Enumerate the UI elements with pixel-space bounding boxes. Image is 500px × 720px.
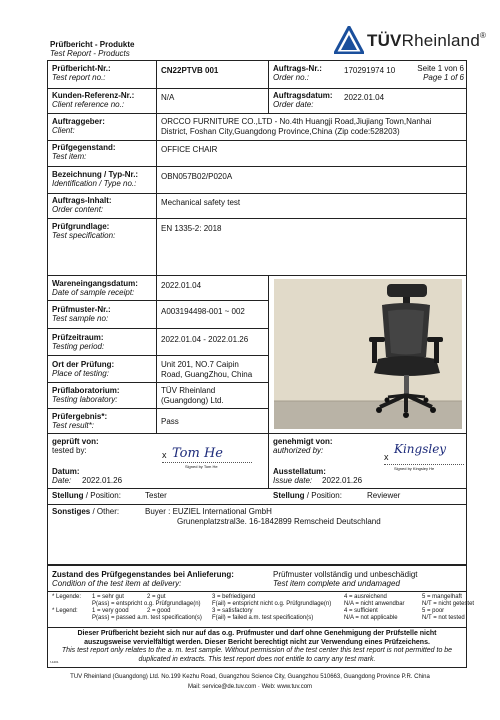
report-no-label: Prüfbericht-Nr.: Test report no.: (52, 64, 111, 82)
identification-label: Bezeichnung / Typ-Nr.: Identification / Type no.: (52, 170, 139, 188)
client-ref-label: Kunden-Referenz-Nr.: Client reference no.: (52, 91, 135, 109)
sample-no-value: A003194498-001 ~ 002 (161, 307, 245, 316)
testing-period-label: Prüfzeitraum: Testing period: (52, 333, 105, 351)
footer-contact: Mail: service@de.tuv.com · Web: www.tuv.com (187, 684, 313, 690)
authorized-by-label: genehmigt von: authorized by: (273, 437, 333, 455)
title-de: Prüfbericht - Produkte (50, 40, 135, 49)
result-label: Prüfergebnis*: Test result*: (52, 412, 108, 430)
reviewer-signature: Kingsley (394, 442, 447, 456)
identification-value: OBN057B02/P020A (161, 172, 233, 181)
issue-date-label: Ausstellatum: Issue date: (273, 467, 326, 485)
tester-signature: Tom He (172, 446, 223, 461)
office-chair-image (274, 279, 462, 429)
client-line-2: District, Foshan City,Guangdong Province,China (Zip code:528203) (161, 127, 400, 136)
laboratory-label: Prüflaboratorium: Testing laboratory: (52, 386, 120, 404)
issue-date-value: 2022.01.26 (322, 476, 363, 485)
date-label: Datum: Date: (52, 467, 80, 485)
client-line-1: ORCCO FURNITURE CO.,LTD - No.4th Huangji Road,Jiujiang Town,Nanhai (161, 117, 432, 126)
legend-table: * Legende: 1 = sehr gut 2 = gut 3 = befriedigend 4 = ausreichend 5 = mangelhaft P(ass) = entspricht o.g. Prüfgrundlage(n) F(ail) = entspricht nicht o.g. Prüfgrundlage(n) N/A = nicht anwendbar N/T = nicht getestet * Legend: 1 = very good 2 = good 3 = satisfactory 4 = sufficient 5 = poor P(ass) = passed a.m. test specification(s) F(ail) = failed a.m. test specification(s) N/A = not applicable N/T = not tested (52, 594, 475, 621)
report-type-title (50, 40, 134, 58)
footer (20, 672, 480, 692)
footer-address: TUV Rheinland (Guangdong) Ltd. No.199 Kezhu Road, Guangzhou Science City, Guangzhou 510663, Guangdong Province P.R. China (70, 674, 430, 680)
reviewer-sign-mark: x (384, 452, 389, 462)
tuv-triangle-icon (334, 26, 364, 54)
title-en: Test Report - Products (50, 49, 130, 58)
test-item-label: Prüfgegenstand: Test item: (52, 143, 116, 161)
disclaimer-de-2: auszugsweise vervielfältigt werden. Dieser Bericht berechtigt nicht zur Verwendung eines Prüfzeichens. (84, 638, 430, 646)
laboratory-value: TÜV Rheinland (Guangdong) Ltd. (161, 386, 224, 405)
date-value: 2022.01.26 (82, 476, 123, 485)
receipt-date-label: Wareneingangsdatum: Date of sample receipt: (52, 279, 138, 297)
page-number: Seite 1 von 6 Page 1 of 6 (417, 64, 464, 82)
test-item-value: OFFICE CHAIR (161, 145, 218, 154)
reviewer-position-value: Reviewer (367, 491, 401, 500)
report-no-value: CN22PTVB 001 (161, 66, 219, 75)
tested-by-label: geprüft von: tested by: (52, 437, 99, 455)
order-no-value: 170291974 10 (344, 66, 396, 75)
order-date-label: Auftragsdatum: Order date: (273, 91, 333, 109)
test-spec-label: Prüfgrundlage: Test specification: (52, 222, 116, 240)
buyer-line: Buyer : EUZIEL International GmbH (145, 507, 272, 516)
client-ref-value: N/A (161, 93, 175, 102)
order-date-value: 2022.01.04 (344, 93, 385, 102)
tester-position-label: Stellung / Position: (52, 491, 121, 500)
condition-label: Zustand des Prüfgegenstandes bei Anlieferung: Condition of the test item at delivery: (52, 570, 234, 588)
test-spec-value: EN 1335-2: 2018 (161, 224, 222, 233)
disclaimer (50, 630, 464, 664)
reviewer-position-label: Stellung / Position: (273, 491, 342, 500)
product-photo (274, 279, 462, 429)
form-code: f-1201 (50, 660, 59, 664)
result-value: Pass (161, 417, 179, 426)
client-label: Auftraggeber: Client: (52, 117, 105, 135)
disclaimer-en-1: This test report only relates to the a. m. test sample. Without permission of the test center this test report is not permitted to be (61, 647, 453, 654)
tester-sign-mark: x (162, 450, 167, 460)
tester-position-value: Tester (145, 491, 167, 500)
other-value (145, 507, 381, 527)
place-label: Ort der Prüfung: Place of testing: (52, 360, 115, 378)
sample-no-label: Prüfmuster-Nr.: Test sample no: (52, 305, 111, 323)
tester-signed-caption: Signed by Tom He (185, 464, 218, 469)
buyer-address-line: Grunenplatzstral3e. 16-1842899 Remscheid Deutschland (177, 517, 381, 526)
order-no-label: Auftrags-Nr.: Order no.: (273, 64, 322, 82)
disclaimer-de-1: Dieser Prüfbericht bezieht sich nur auf das o.g. Prüfmuster und darf ohne Genehmigung der Prüfstelle nicht (77, 630, 437, 637)
reviewer-signed-caption: Signed by Kingsley He (394, 466, 435, 471)
testing-period-value: 2022.01.04 - 2022.01.26 (161, 335, 249, 344)
tuv-logo-text: TÜVRheinland® (367, 31, 487, 50)
condition-value: Prüfmuster vollständig und unbeschädigt Test item complete and undamaged (273, 570, 418, 588)
client-value (161, 117, 465, 137)
disclaimer-en-2: duplicated in extracts. This test report does not entitle to carry any test mark. (138, 655, 376, 663)
tuv-logo (334, 26, 487, 54)
receipt-date-value: 2022.01.04 (161, 281, 202, 290)
place-value: Unit 201, NO.7 Caipin Road, GuangZhou, China (161, 360, 253, 379)
order-content-label: Auftrags-Inhalt: Order content: (52, 196, 112, 214)
order-content-value: Mechanical safety test (161, 198, 241, 207)
other-label: Sonstiges / Other: (52, 507, 120, 516)
